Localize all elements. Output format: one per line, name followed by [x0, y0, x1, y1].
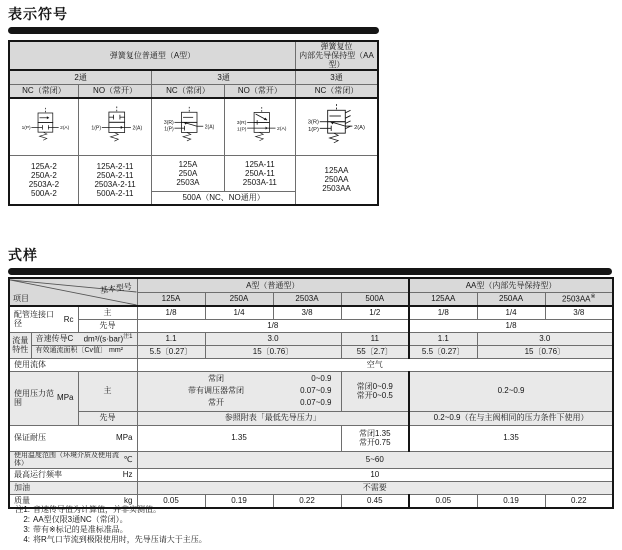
row-unit: ℃ [123, 454, 133, 464]
value-cell: 11 [341, 332, 409, 345]
model: 500A-2 [31, 188, 57, 198]
header-type-a: 弹簧复位普通型（A型） [9, 41, 296, 70]
header-nc3: NC（常闭） [152, 84, 224, 98]
footnote-mark: 注1 [123, 333, 133, 340]
corner-header-bottom: 项目 [13, 293, 29, 303]
port-label-r: 3(R) [307, 119, 319, 126]
port-label-p: 1(P) [164, 126, 174, 133]
row-label: 最高运行频率 [14, 470, 62, 479]
model-500a-shared: 500A（NC、NO通用） [152, 191, 296, 205]
model-list-3way-nc [152, 155, 224, 191]
row-label: 特性 [12, 345, 29, 354]
proof-500a-cell [341, 425, 409, 451]
pressure-value: 常闭1.35 [358, 429, 391, 438]
symbol-table-way-header-row [9, 70, 378, 84]
model: 500A-2-11 [96, 188, 134, 198]
sublabel-pilot: 先导 [78, 319, 137, 332]
pressure-value: 0.07~0.9 [300, 398, 332, 407]
value-cell: 3/8 [273, 306, 341, 319]
pressure-condition: 常闭 [208, 374, 224, 383]
label-temperature [9, 451, 137, 468]
header-type-aa-line1: 弹簧复位 [320, 42, 353, 51]
row-pressure-pilot [9, 411, 613, 425]
row-effective-area [9, 345, 613, 358]
value-cell: 10 [137, 468, 613, 481]
pressure-condition: 常开 [208, 398, 224, 407]
row-label: 音速传导C [35, 333, 74, 343]
footnote-line [8, 525, 207, 535]
valve-symbol-3way-nc-icon [152, 98, 224, 155]
value-cell: 5~60 [137, 451, 613, 468]
model: 250A-2 [31, 170, 57, 180]
port-label-p: 1(P) [236, 127, 247, 133]
label-proof-pressure [9, 425, 137, 451]
header-no: NO（常开） [78, 84, 151, 98]
port-label-a: 2(A) [354, 124, 365, 131]
row-label: 使用温度范围（环境介质及使用流体） [14, 451, 119, 467]
value-cell: 3.0 [205, 332, 341, 345]
footnote-number: 3: [23, 525, 30, 534]
value-cell: 3.0 [477, 332, 613, 345]
label-frequency [9, 468, 137, 481]
port-label-r: 3(R) [164, 119, 174, 126]
port-label-a: 2(A) [205, 124, 215, 131]
sublabel-pilot: 先导 [78, 411, 137, 425]
model: 125AA [324, 166, 349, 176]
footnote-mark: ※ [590, 293, 596, 300]
valve-symbol-3way-nc-detent-icon [296, 98, 378, 155]
model: 250A [178, 168, 198, 178]
symbol-table-type-header-row [9, 41, 378, 70]
value-cell: 参照附表「最低先导压力」 [137, 411, 409, 425]
label-flow-characteristics [9, 332, 31, 358]
footnote-text: 音速传导值为计算值，并非实测值。 [33, 505, 161, 514]
sublabel-main: 主 [78, 306, 137, 319]
group-header-aa: AA型（内部先导保持型） [409, 278, 613, 292]
header-3way: 3通 [152, 70, 296, 84]
model: 125A-2 [31, 161, 57, 171]
valve-symbol-2way-nc-icon [9, 98, 78, 155]
label-fluid [9, 358, 137, 371]
header-type-aa-line2: 内部先导保持型（AA型） [299, 51, 374, 69]
port-label-p: 1(P) [308, 126, 319, 133]
footnote-number: 2: [23, 515, 30, 524]
value-cell: 1/8 [409, 306, 477, 319]
label-lubrication [9, 481, 137, 494]
value-cell: 1/4 [205, 306, 273, 319]
pressure-value: 0.07~0.9 [300, 386, 332, 395]
label-port-size [9, 306, 78, 332]
row-label: 质量 [14, 496, 30, 506]
model-header-marked [545, 292, 613, 306]
footnotes [8, 505, 207, 545]
row-frequency [9, 468, 613, 481]
model-list-aa [296, 155, 378, 205]
port-label-p: 1(P) [91, 125, 101, 132]
row-fluid [9, 358, 613, 371]
header-no3: NO（常开） [224, 84, 295, 98]
value-cell: 1/4 [477, 306, 545, 319]
model: 125A [178, 159, 198, 169]
value-cell: 0.05 [409, 494, 477, 508]
value-cell: 不需要 [137, 481, 613, 494]
value-cell: 5.5〔0.27〕 [409, 345, 477, 358]
row-temperature [9, 451, 613, 468]
pressure-500a-cell [341, 371, 409, 411]
pressure-a-cell [137, 371, 341, 411]
footnote-line [8, 505, 207, 515]
row-lubrication [9, 481, 613, 494]
value-cell: 1.1 [137, 332, 205, 345]
group-header-a: A型（普通型） [137, 278, 409, 292]
model-list-3way-no [224, 155, 295, 191]
model-header: 250AA [477, 292, 545, 306]
section-divider-bar [8, 268, 612, 275]
footnote-text: 带有※标记的是准标准品。 [33, 525, 128, 534]
symbol-table-state-header-row [9, 84, 378, 98]
row-label: 使用压力范围 [14, 388, 54, 407]
sublabel-main: 主 [78, 371, 137, 411]
label-pressure-range [9, 371, 78, 425]
model-header: 2503A [273, 292, 341, 306]
model: 2503A [176, 177, 200, 187]
port-label-a: 2(A) [132, 125, 143, 132]
header-nc: NC（常闭） [9, 84, 78, 98]
footnote-line [8, 535, 207, 545]
model: 250A-2-11 [96, 170, 134, 180]
value-cell: 0.05 [137, 494, 205, 508]
value-cell: 15〔0.76〕 [477, 345, 613, 358]
footnote-number: 注1: [15, 505, 30, 514]
port-label-p: 1(P) [21, 125, 31, 131]
model: 125A-11 [245, 159, 275, 169]
row-proof-pressure [9, 425, 613, 451]
row-port-main [9, 306, 613, 319]
model: 2503AA [322, 184, 351, 194]
value-cell: 1.1 [409, 332, 477, 345]
model: 2503A-2-11 [94, 179, 136, 189]
spec-table [8, 277, 614, 509]
model: 250AA [324, 175, 349, 185]
value-cell: 1.35 [409, 425, 613, 451]
row-unit: dm³/(s·bar) [83, 334, 124, 344]
row-label: 配管连接口径 [14, 310, 54, 329]
model-row [9, 155, 378, 191]
value-cell: 1/8 [409, 319, 613, 332]
section-title-symbols: 表示符号 [8, 6, 68, 22]
value-cell: 0.19 [477, 494, 545, 508]
value-cell: 0.2~0.9 [409, 371, 613, 411]
label-cv [31, 345, 137, 358]
value-cell: 55〔2.7〕 [341, 345, 409, 358]
value-cell: 0.22 [545, 494, 613, 508]
symbol-row [9, 98, 378, 155]
value-cell: 空气 [137, 358, 613, 371]
row-unit: MPa [57, 393, 74, 403]
pressure-condition: 带有调压器常闭 [188, 386, 244, 395]
pressure-value: 常开0~0.5 [356, 391, 393, 400]
model-header: 500A [341, 292, 409, 306]
header-3way-aa: 3通 [296, 70, 378, 84]
row-label: 保证耐压 [14, 433, 46, 443]
row-label: 加油 [14, 483, 30, 492]
valve-symbol-2way-no-icon [78, 98, 151, 155]
pressure-value: 常开0.75 [358, 438, 391, 447]
value-cell: 1/8 [137, 319, 409, 332]
footnote-number: 4: [23, 535, 30, 544]
footnote-line [8, 515, 207, 525]
model-header: 2503AA [562, 294, 591, 304]
row-pressure-main [9, 371, 613, 411]
port-label-a: 2(A) [276, 126, 287, 132]
symbol-table [8, 40, 379, 206]
value-cell: 5.5〔0.27〕 [137, 345, 205, 358]
corner-header-top: 基本型号 [99, 281, 132, 296]
pressure-value: 常闭0~0.9 [356, 382, 393, 391]
value-cell: 0.2~0.9（在与主阀相同的压力条件下使用） [409, 411, 613, 425]
spec-group-header-row [9, 278, 613, 292]
value-cell: 1/8 [137, 306, 205, 319]
header-type-aa [296, 41, 378, 70]
footnote-text: 将R气口节流到极限使用时，先导压请大于主压。 [33, 535, 207, 544]
value-cell: 3/8 [545, 306, 613, 319]
row-unit: Rc [63, 314, 74, 324]
port-label-r: 3(R) [236, 120, 247, 126]
model-list-2way-nc [9, 155, 78, 205]
row-label: 流量 [12, 336, 29, 345]
pressure-value: 0~0.9 [311, 374, 332, 383]
model: 2503A-11 [242, 177, 277, 187]
header-nc-aa: NC（常闭） [296, 84, 378, 98]
value-cell: 1/2 [341, 306, 409, 319]
model-header: 125A [137, 292, 205, 306]
model-list-2way-no [78, 155, 151, 205]
value-cell: 0.22 [273, 494, 341, 508]
value-cell: 0.45 [341, 494, 409, 508]
model-header: 125AA [409, 292, 477, 306]
port-label-a: 2(A) [60, 125, 70, 131]
section-title-spec: 式样 [8, 247, 38, 263]
header-2way: 2通 [9, 70, 152, 84]
model: 2503A-2 [28, 179, 60, 189]
row-label: 使用流体 [14, 359, 46, 369]
value-cell: 15〔0.76〕 [205, 345, 341, 358]
valve-symbol-3way-no-icon [224, 98, 295, 155]
row-unit: Hz [122, 470, 133, 479]
row-sonic-conductance [9, 332, 613, 345]
value-cell: 0.19 [205, 494, 273, 508]
label-sonic [31, 332, 137, 345]
footnote-text: AA型仅限3通NC（常闭）。 [33, 515, 128, 524]
row-unit: kg [124, 496, 133, 506]
corner-header-cell [9, 278, 137, 306]
model-header: 250A [205, 292, 273, 306]
section-divider-bar [8, 27, 379, 34]
row-port-pilot [9, 319, 613, 332]
model: 250A-11 [245, 168, 275, 178]
model: 125A-2-11 [96, 161, 134, 171]
row-label: 有效通流面积〔Cv值〕 mm² [35, 347, 123, 355]
row-unit: MPa [116, 433, 133, 443]
value-cell: 1.35 [137, 425, 341, 451]
